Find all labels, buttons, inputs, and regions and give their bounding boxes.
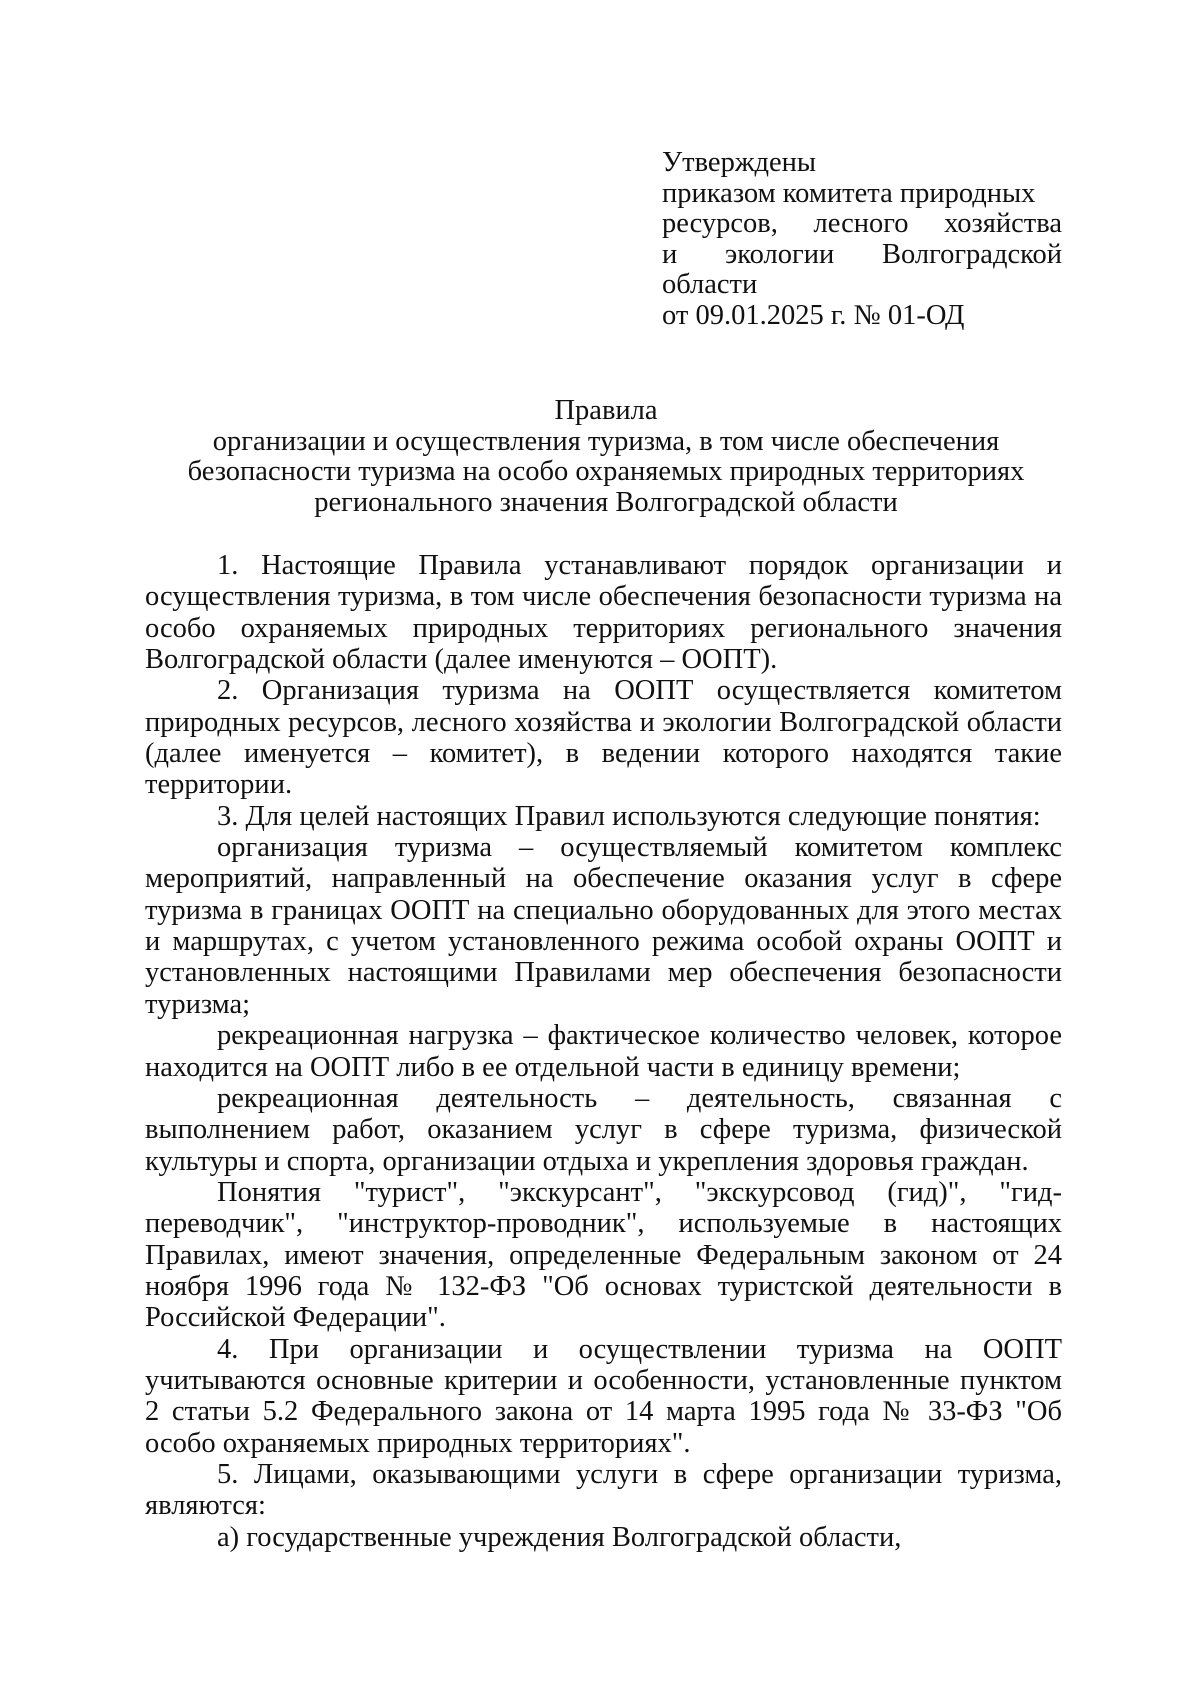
- approval-line-2: приказом комитета природных: [662, 177, 1036, 209]
- approval-line-3: ресурсов, лесного хозяйства: [662, 208, 1062, 239]
- paragraph-concepts: Понятия "турист", "экскурсант", "экскурсовод (гид)", "гид-переводчик", "инструктор-проводник", используемые в настоящих Правилах, имеют значения, определенные Федеральным законом от 24 ноября 1996 года № 132-ФЗ "Об основах туристской деятельности в Российской Федерации".: [145, 1176, 1062, 1334]
- document-body: [145, 550, 1062, 1553]
- paragraph-5a: а) государственные учреждения Волгоградской области,: [217, 1521, 902, 1553]
- paragraph-2: 2. Организация туризма на ООПТ осуществляется комитетом природных ресурсов, лесного хозяйства и экологии Волгоградской области (далее именуется – комитет), в ведении которого находятся такие территории.: [145, 675, 1062, 801]
- document-title: [140, 396, 1072, 518]
- approval-line-4: и экологии Волгоградской: [662, 238, 1062, 270]
- title-line-3: регионального значения Волгоградской области: [314, 486, 898, 518]
- approval-stamp: [662, 148, 1062, 331]
- title-line-1: организации и осуществления туризма, в том числе обеспечения: [212, 425, 1000, 457]
- paragraph-definition-load: рекреационная нагрузка – фактическое количество человек, которое находится на ООПТ либо в ее отдельной части в единицу времени;: [145, 1020, 1062, 1083]
- paragraph-4: 4. При организации и осуществлении туризма на ООПТ учитываются основные критерии и особенности, установленные пунктом 2 статьи 5.2 Федерального закона от 14 марта 1995 года № 33-ФЗ "Об особо охраняемых природных территориях".: [145, 1333, 1062, 1459]
- title-line-2: безопасности туризма на особо охраняемых природных территориях: [187, 456, 1025, 487]
- approval-line-1: Утверждены: [662, 147, 817, 178]
- paragraph-definition-activity: рекреационная деятельность – деятельность, связанная с выполнением работ, оказанием услуг в сфере туризма, физической культуры и спорта, организации отдыха и укрепления здоровья граждан.: [145, 1082, 1062, 1177]
- paragraph-5: 5. Лицами, оказывающими услуги в сфере организации туризма, являются:: [145, 1458, 1062, 1522]
- paragraph-definition-tourism: организация туризма – осуществляемый комитетом комплекс мероприятий, направленный на обеспечение оказания услуг в сфере туризма в границах ООПТ на специально оборудованных для этого местах и маршрутах, с учетом установленного режима особой охраны ООПТ и установленных настоящими Правилами мер обеспечения безопасности туризма;: [145, 832, 1062, 1020]
- approval-line-5: области: [662, 269, 758, 300]
- paragraph-1: 1. Настоящие Правила устанавливают порядок организации и осуществления туризма, в том числе обеспечения безопасности туризма на особо охраняемых природных территориях регионального значения Волгоградской области (далее именуются – ООПТ).: [145, 550, 1062, 676]
- title-heading: Правила: [554, 395, 658, 426]
- approval-line-6: от 09.01.2025 г. № 01-ОД: [662, 299, 965, 331]
- paragraph-3: 3. Для целей настоящих Правил используются следующие понятия:: [217, 800, 1041, 832]
